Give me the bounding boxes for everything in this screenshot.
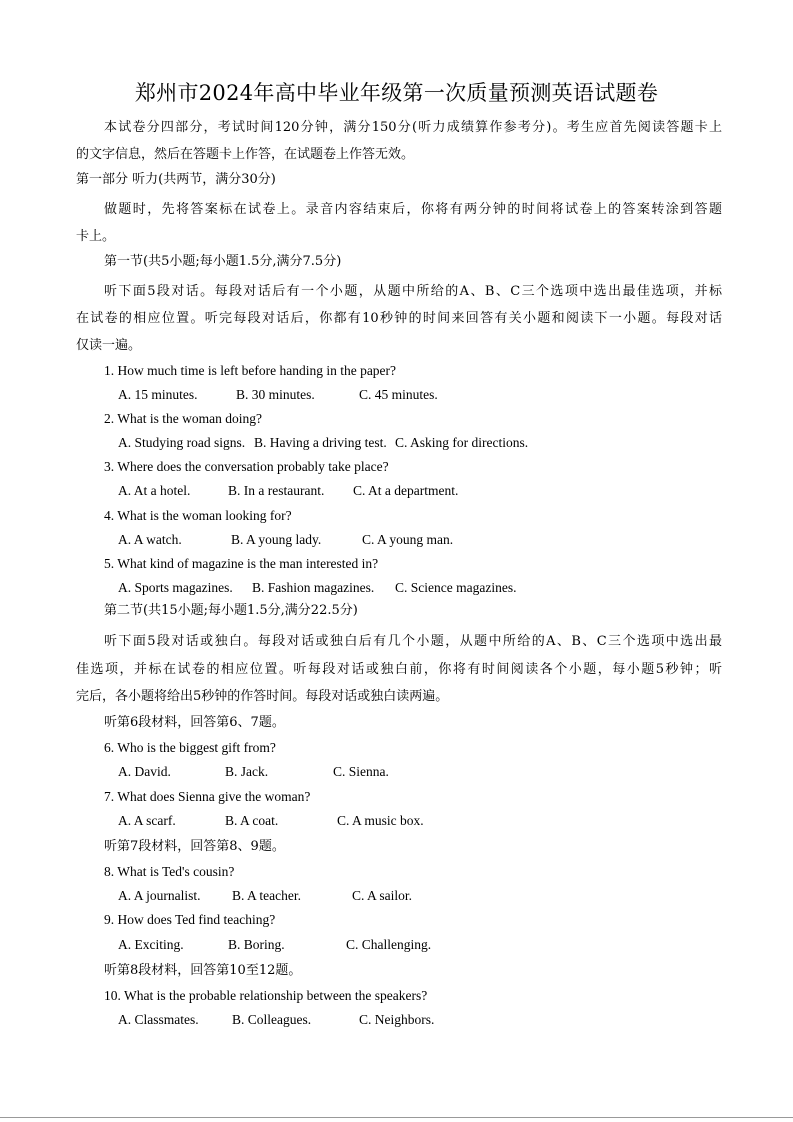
question-10: 10. What is the probable relationship between the speakers?: [104, 988, 428, 1003]
page-title: 郑州市2024年高中毕业年级第一次质量预测英语试题卷: [134, 81, 659, 105]
q8-option-b: B. A teacher.: [232, 888, 301, 903]
q3-option-b: B. In a restaurant.: [228, 483, 325, 498]
section2-instruction-line-1: 听下面5段对话或独白。每段对话或独白后有几个小题，从题中所给的A、B、C三个选项中选出最: [104, 634, 722, 649]
q9-option-c: C. Challenging.: [346, 937, 432, 952]
q6-option-b: B. Jack.: [225, 764, 269, 779]
part1-heading: 第一部分 听力(共两节，满分30分): [76, 172, 276, 187]
q6-option-a: A. David.: [118, 764, 171, 779]
q7-option-a: A. A scarf.: [118, 813, 176, 828]
q9-option-a: A. Exciting.: [118, 937, 184, 952]
question-3: 3. Where does the conversation probably take place?: [104, 459, 389, 474]
part1-instruction-line-2: 卡上。: [76, 229, 116, 244]
q6-option-c: C. Sienna.: [333, 764, 389, 779]
intro-line-2: 的文字信息，然后在答题卡上作答，在试题卷上作答无效。: [76, 147, 415, 162]
section2-heading: 第二节(共15小题;每小题1.5分,满分22.5分): [104, 603, 358, 618]
q1-option-a: A. 15 minutes.: [118, 387, 198, 402]
material-6-instruction: 听第6段材料，回答第6、7题。: [104, 715, 285, 730]
question-6: 6. Who is the biggest gift from?: [104, 740, 276, 755]
q7-option-c: C. A music box.: [337, 813, 424, 828]
q4-option-a: A. A watch.: [118, 532, 182, 547]
footer-divider: [0, 1117, 793, 1118]
q2-option-b: B. Having a driving test.: [254, 435, 387, 450]
material-7-instruction: 听第7段材料，回答第8、9题。: [104, 839, 285, 854]
q2-option-c: C. Asking for directions.: [395, 435, 529, 450]
q1-option-c: C. 45 minutes.: [359, 387, 438, 402]
q1-option-b: B. 30 minutes.: [236, 387, 315, 402]
q2-option-a: A. Studying road signs.: [118, 435, 246, 450]
question-5: 5. What kind of magazine is the man interested in?: [104, 556, 379, 571]
q10-option-c: C. Neighbors.: [359, 1012, 435, 1027]
section1-instruction-line-2: 在试卷的相应位置。听完每段对话后，你都有10秒钟的时间来回答有关小题和阅读下一小题。每段对话: [76, 311, 722, 326]
q3-option-a: A. At a hotel.: [118, 483, 191, 498]
q10-option-a: A. Classmates.: [118, 1012, 199, 1027]
part1-instruction-line-1: 做题时，先将答案标在试卷上。录音内容结束后，你将有两分钟的时间将试卷上的答案转涂到答题: [104, 202, 722, 217]
section2-instruction-line-3: 完后，各小题将给出5秒钟的作答时间。每段对话或独白读两遍。: [76, 689, 449, 704]
q4-option-b: B. A young lady.: [231, 532, 322, 547]
question-8: 8. What is Ted's cousin?: [104, 864, 235, 879]
question-2: 2. What is the woman doing?: [104, 411, 262, 426]
q9-option-b: B. Boring.: [228, 937, 285, 952]
q3-option-c: C. At a department.: [353, 483, 459, 498]
q4-option-c: C. A young man.: [362, 532, 454, 547]
intro-line-1: 本试卷分四部分，考试时间120分钟，满分150分(听力成绩算作参考分)。考生应首先阅读答题卡上: [104, 120, 722, 135]
question-9: 9. How does Ted find teaching?: [104, 912, 276, 927]
section2-instruction-line-2: 佳选项，并标在试卷的相应位置。听每段对话或独白前，你将有时间阅读各个小题，每小题5秒钟；听: [76, 662, 722, 677]
material-8-instruction: 听第8段材料，回答第10至12题。: [104, 963, 302, 978]
question-7: 7. What does Sienna give the woman?: [104, 789, 311, 804]
q8-option-c: C. A sailor.: [352, 888, 413, 903]
question-1: 1. How much time is left before handing in the paper?: [104, 363, 397, 378]
q5-option-b: B. Fashion magazines.: [252, 580, 375, 595]
q10-option-b: B. Colleagues.: [232, 1012, 312, 1027]
q8-option-a: A. A journalist.: [118, 888, 201, 903]
question-4: 4. What is the woman looking for?: [104, 508, 292, 523]
section1-heading: 第一节(共5小题;每小题1.5分,满分7.5分): [104, 254, 342, 269]
q5-option-c: C. Science magazines.: [395, 580, 517, 595]
q5-option-a: A. Sports magazines.: [118, 580, 233, 595]
section1-instruction-line-3: 仅读一遍。: [76, 338, 142, 353]
q7-option-b: B. A coat.: [225, 813, 279, 828]
section1-instruction-line-1: 听下面5段对话。每段对话后有一个小题，从题中所给的A、B、C三个选项中选出最佳选项，并标: [104, 284, 722, 299]
